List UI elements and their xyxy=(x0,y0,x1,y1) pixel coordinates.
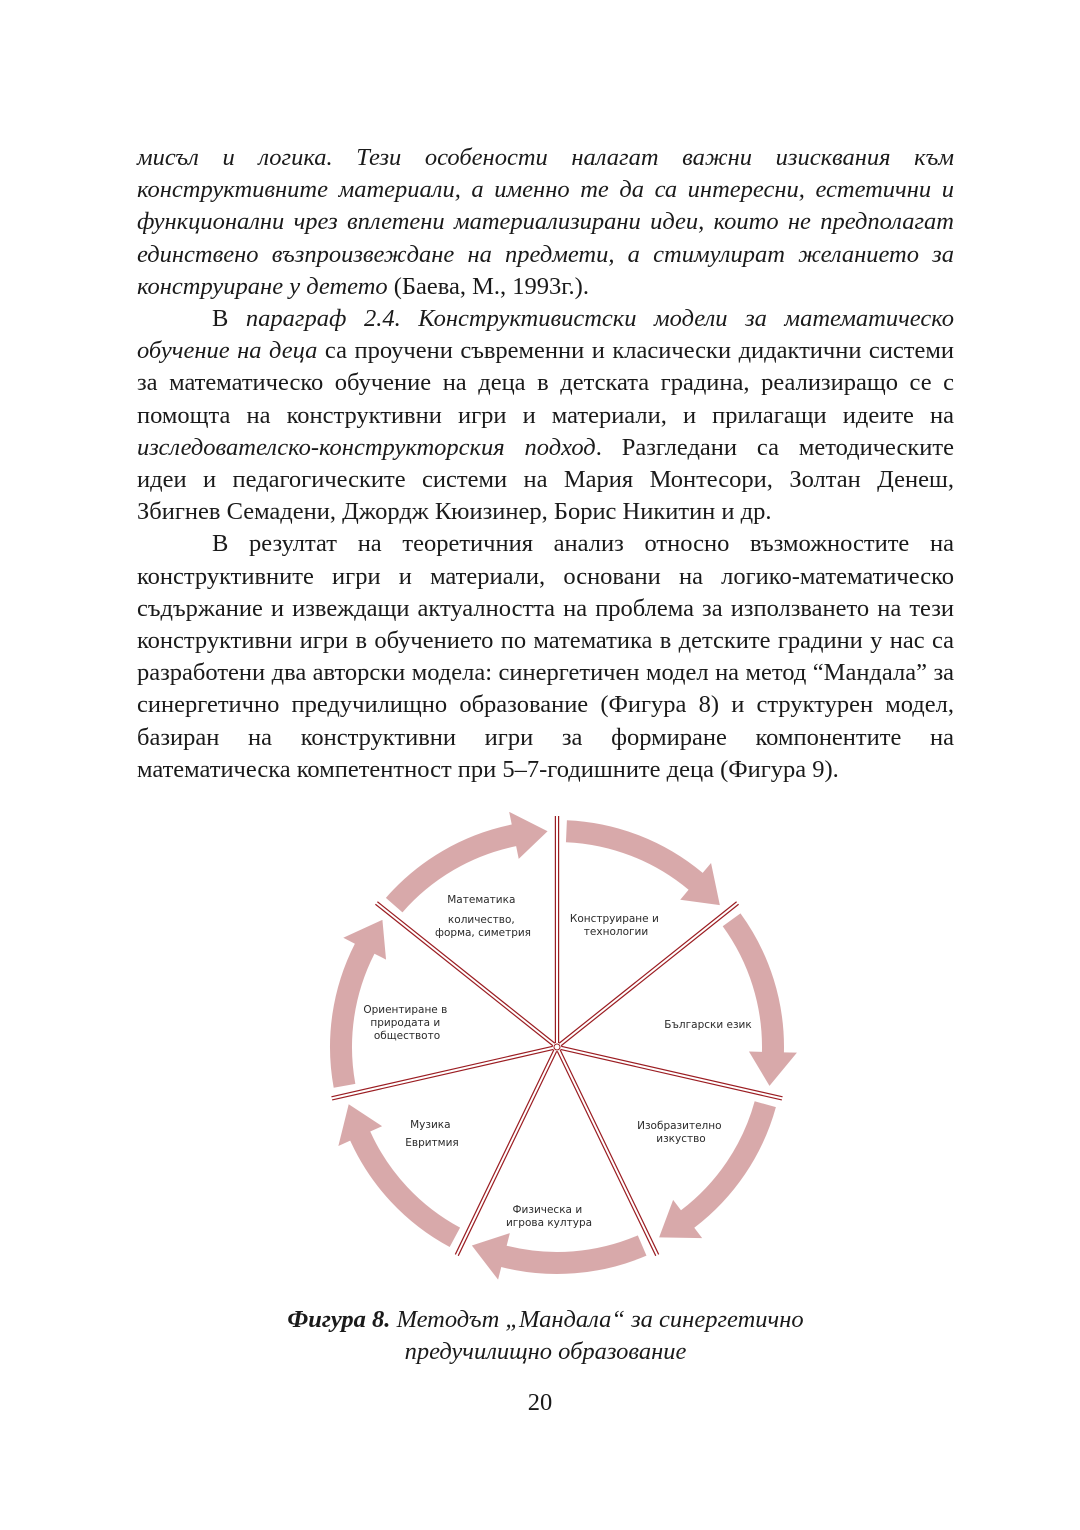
ring-arrow-segment xyxy=(723,913,797,1085)
body-text xyxy=(137,142,954,786)
segment-labels xyxy=(363,894,751,1229)
paragraph-3 xyxy=(137,528,954,786)
ring-arrow-segment xyxy=(566,820,720,905)
mandala-center xyxy=(554,1044,560,1050)
segment-label-bulgarian: Български език xyxy=(664,1019,752,1031)
text-run: В xyxy=(212,305,246,333)
text-run: (Баева, М., 1993г.). xyxy=(387,272,589,300)
mandala-svg xyxy=(316,812,798,1290)
segment-label-physical: Физическа и игрова култура xyxy=(505,1204,593,1229)
segment-label-nature: Ориентиране в природата и обществото xyxy=(363,1004,448,1042)
text-run: са проучени съвременни и класически дидактични системи за математическо обучение на деца в детската градина, реализиращо се с помощта на конструктивни игри и материали, и прилагащи идеите на xyxy=(137,337,954,429)
text-run: В резултат на теоретичния анализ относно възможностите на конструктивните игри и материали, основани на логико-математическо съдържание и извеждащи актуалността на проблема за използването на тези конструктивни игри в обучението по математика в детските градини у нас са разработени два авторски модела: синергетичен модел на метод “Мандала” за синергетично предучилищно образование (Фигура 8) и структурен модел, базиран на конструктивни игри за формиране компонентите на математическа компетентност при 5–7-годишните деца (Фигура 9). xyxy=(137,530,954,783)
segment-label-math: Математика количество, форма, симетрия xyxy=(435,894,531,939)
paragraph-2 xyxy=(137,303,954,528)
segment-label-music: Музика Евритмия xyxy=(405,1119,459,1149)
page-number: 20 xyxy=(527,1389,553,1416)
figure-caption xyxy=(137,1304,954,1368)
ring-arrow-segment xyxy=(472,1233,647,1280)
segment-divider-line xyxy=(561,1049,782,1100)
caption-text-line-2: предучилищно образование xyxy=(404,1338,687,1365)
segment-divider-line xyxy=(561,1046,782,1097)
paragraph-1 xyxy=(137,142,954,303)
segment-divider-line xyxy=(332,1049,553,1100)
mandala-diagram xyxy=(316,812,798,1290)
caption-text-line-1: Методът „Мандала“ за синергетично xyxy=(390,1306,804,1333)
segment-label-art: Изобразително изкуство xyxy=(637,1120,722,1145)
caption-label: Фигура 8. xyxy=(287,1306,391,1333)
text-run: мисъл и логика. Тези особености налагат важни изисквания към конструктивните материали, а именно те да са интересни, естетични и функционални чрез вплетени материализирани идеи, които не предполагат единствено възпроизвеждане на предмети, а стимулират желанието за конструиране у детето xyxy=(137,144,954,300)
text-run: параграф 2.4. Конструктивистски модели за математическо обучение на деца xyxy=(137,305,954,365)
text-run: . Разгледани са методическите идеи и педагогическите системи на Мария Монтесори, Золтан Денеш, Збигнев Семадени, Джордж Кюизинер, Борис Никитин и др. xyxy=(137,433,955,526)
segment-label-construct: Конструиране и технологии xyxy=(569,913,659,938)
text-run: изследователско-конструкторския подход xyxy=(137,433,596,461)
segment-divider-line xyxy=(331,1046,552,1097)
caption-line-1 xyxy=(137,1304,954,1336)
